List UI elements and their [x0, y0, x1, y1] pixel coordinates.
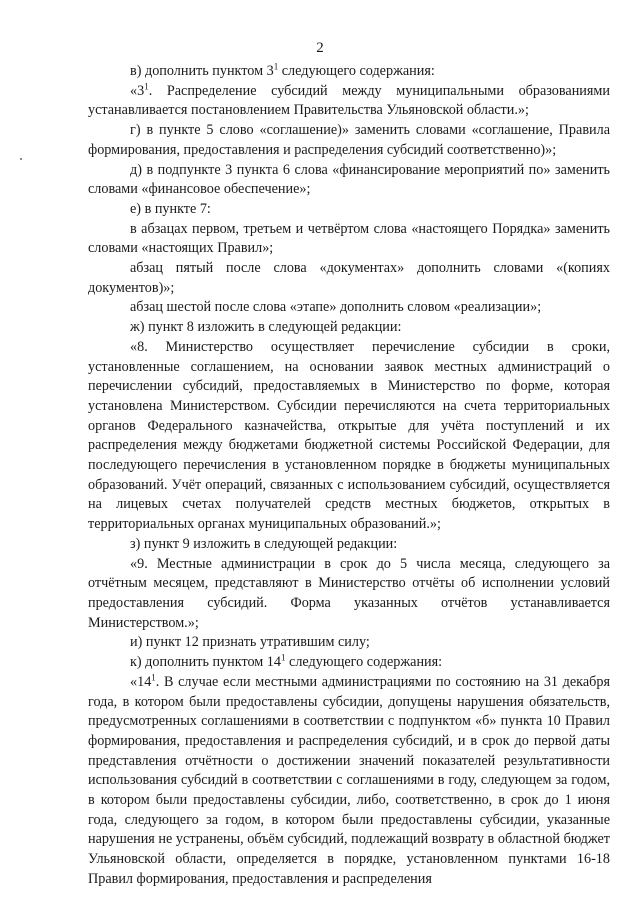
paragraph-amend-e-1: в абзацах первом, третьем и четвёртом слова «настоящего Порядка» заменить словами «настоящих Правил»;	[88, 220, 610, 257]
margin-mark	[20, 158, 22, 160]
paragraph-point-8: «8. Министерство осуществляет перечисление субсидии в сроки, установленные соглашением, на основании заявок местных администраций о перечислении субсидий, предоставляемых в Министерство по форме, которая установлена Министерством. Субсидии перечисляются на счета территориальных органов Федерального казначейства, открытые для учёта поступлений и их распределения между бюджетами бюджетной системы Российской Федерации, для последующего перечисления в установленном порядке в бюджеты муниципальных образований. Учёт операций, связанных с использованием субсидий, осуществляется на лицевых счетах получателей средств местных бюджетов, открытых в территориальных органах муниципальных образований.»;	[88, 338, 610, 533]
document-body	[88, 62, 610, 890]
paragraph-amend-z: з) пункт 9 изложить в следующей редакции:	[130, 535, 398, 552]
paragraph-point-14-1: «$14^1$. В случае если местными администрациями по состоянию на 31 декабря года, в котором были предоставлены субсидии, допущены нарушения обязательств, предусмотренных соглашениями в соответствии с подпунктом «б» пункта 10 Правил формирования, предоставления и распределения субсидий, и в срок до первой даты представления отчётности о достижении значений показателей результативности использования субсидий в соответствии с соглашениями в году, следующем за годом, в котором были предоставлены субсидии, либо, соответственно, в срок до 1 июня года, следующего за годом, в котором были предоставлены субсидии, указанные нарушения не устранены, объём субсидий, подлежащий возврату в областной бюджет Ульяновской области, определяется в порядке, установленном пунктами 16-18 Правил формирования, предоставления и распределения	[88, 672, 610, 887]
paragraph-amend-e: е) в пункте 7:	[130, 200, 211, 217]
paragraph-point-9: «9. Местные администрации в срок до 5 числа месяца, следующего за отчётным месяцем, представляют в Министерство отчёты об исполнении условий предоставления субсидий. Форма указанных отчётов устанавливается Министерством.»;	[88, 555, 610, 631]
paragraph-amend-d: д) в подпункте 3 пункта 6 слова «финансирование мероприятий по» заменить словами «финансовое обеспечение»;	[88, 161, 610, 198]
paragraph-amend-e-3: абзац шестой после слова «этапе» дополнить словом «реализации»;	[130, 299, 542, 316]
paragraph-amend-zh: ж) пункт 8 изложить в следующей редакции:	[130, 319, 402, 336]
paragraph-point-3-1: «$3^1$. Распределение субсидий между муниципальными образованиями устанавливается постановлением Правительства Ульяновской области.»;	[88, 80, 610, 119]
paragraph-amend-g: г) в пункте 5 слово «соглашение)» заменить словами «соглашение, Правила формирования, предоставления и распределения субсидий соответственно)»;	[88, 122, 610, 158]
paragraph-amend-v: в) дополнить пунктом $3^1$ следующего содержания:	[130, 61, 435, 79]
page-number: 2	[316, 40, 324, 56]
paragraph-amend-k: к) дополнить пунктом $14^1$ следующего содержания:	[130, 652, 443, 671]
paragraph-amend-e-2: абзац пятый после слова «документах» дополнить словами «(копиях документов)»;	[88, 260, 610, 296]
paragraph-amend-i: и) пункт 12 признать утратившим силу;	[130, 634, 370, 651]
